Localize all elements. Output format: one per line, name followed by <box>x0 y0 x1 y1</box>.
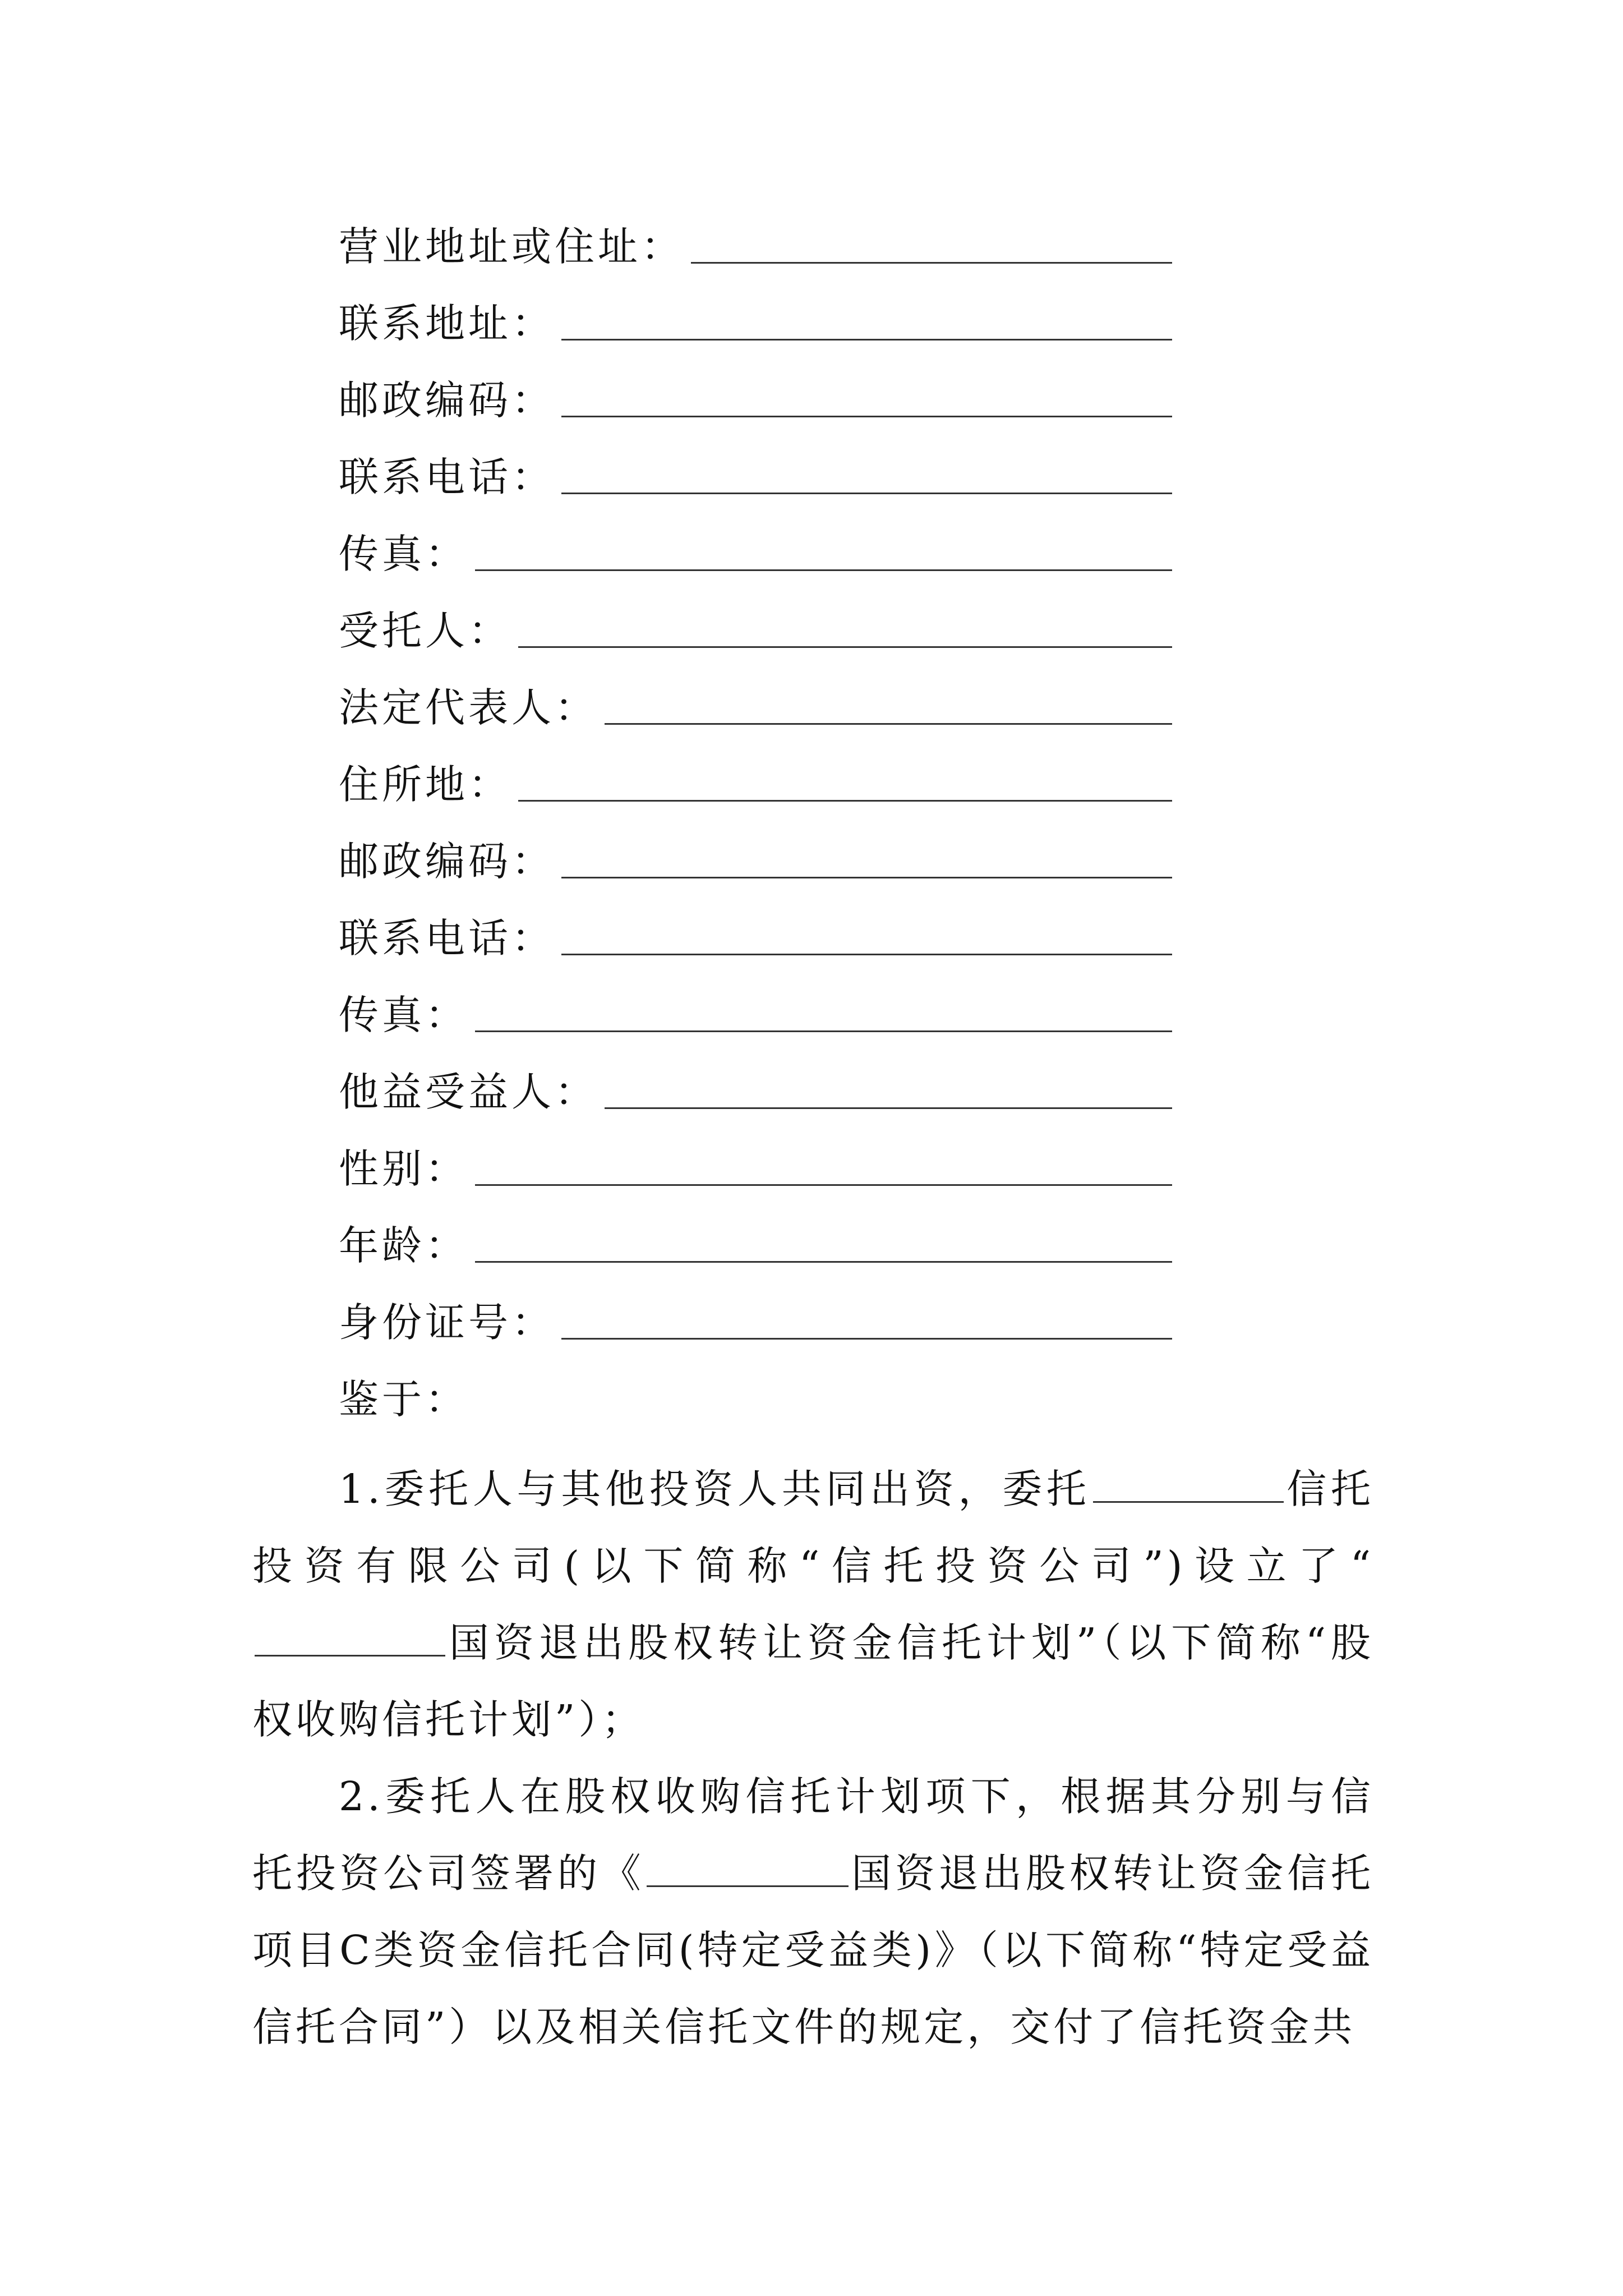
whereas-heading <box>339 1377 1172 1422</box>
field-business-address <box>339 224 1172 269</box>
blank-trust-company-name[interactable] <box>1093 1469 1284 1503</box>
field-label: 住所地： <box>339 761 512 808</box>
fill-in-line[interactable] <box>605 723 1172 725</box>
paragraph-1-text-c: 国资退出股权转让资金信托计划”（以下简称“股权收购信托计划”）； <box>252 1619 1374 1743</box>
paragraph-2-text-b: 国资退出股权转让资金信托项目C类资金信托合同(特定受益类)》（以下简称“特定受益信托合同”）以及相关信托文件的规定，交付了信托资金共 <box>252 1850 1374 2050</box>
field-label: 他益受益人： <box>339 1069 598 1115</box>
paragraph-1 <box>252 1451 1374 1758</box>
whereas-label: 鉴于： <box>339 1376 469 1423</box>
field-label: 传真： <box>339 531 469 577</box>
fill-in-line[interactable] <box>561 493 1172 494</box>
field-label: 邮政编码： <box>339 377 555 424</box>
fill-in-line[interactable] <box>561 339 1172 341</box>
blank-plan-name[interactable] <box>255 1622 445 1657</box>
field-postal-code <box>339 378 1172 423</box>
field-domicile <box>339 762 1172 807</box>
paragraph-1-text-b: 信托投资有限公司(以下简称“信托投资公司”)设立了“ <box>252 1466 1374 1589</box>
fill-in-line[interactable] <box>561 954 1172 955</box>
fill-in-line[interactable] <box>561 877 1172 878</box>
field-label: 年龄： <box>339 1222 469 1269</box>
fill-in-line[interactable] <box>475 569 1172 571</box>
field-label: 联系地址： <box>339 300 555 347</box>
field-legal-representative <box>339 685 1172 730</box>
field-contact-address <box>339 301 1172 346</box>
fill-in-line[interactable] <box>605 1107 1172 1109</box>
fill-in-line[interactable] <box>475 1184 1172 1186</box>
paragraph-2-text-a: 2.委托人在股权收购信托计划项下，根据其分别与信托投资公司签署的《 <box>252 1773 1374 1897</box>
fill-in-line[interactable] <box>691 262 1172 264</box>
fill-in-line[interactable] <box>561 416 1172 417</box>
paragraph-1-text-a: 1.委托人与其他投资人共同出资，委托 <box>339 1466 1091 1512</box>
fill-in-line[interactable] <box>475 1261 1172 1263</box>
blank-project-name[interactable] <box>647 1853 849 1887</box>
field-label: 联系电话： <box>339 915 555 961</box>
fill-in-line[interactable] <box>518 800 1172 802</box>
field-other-beneficiary <box>339 1070 1172 1115</box>
field-label: 身份证号： <box>339 1299 555 1346</box>
field-id-number <box>339 1300 1172 1345</box>
field-age <box>339 1223 1172 1268</box>
field-postal-code-2 <box>339 839 1172 884</box>
field-label: 受托人： <box>339 608 512 654</box>
field-label: 法定代表人： <box>339 684 598 731</box>
field-label: 性别： <box>339 1145 469 1192</box>
fill-in-line[interactable] <box>518 646 1172 648</box>
fill-in-line[interactable] <box>561 1338 1172 1340</box>
field-label: 邮政编码： <box>339 838 555 885</box>
field-gender <box>339 1147 1172 1191</box>
paragraph-2 <box>252 1758 1374 2065</box>
field-phone-2 <box>339 916 1172 961</box>
field-fax <box>339 532 1172 577</box>
field-fax-2 <box>339 993 1172 1038</box>
fill-in-line[interactable] <box>475 1030 1172 1032</box>
field-label: 联系电话： <box>339 454 555 500</box>
field-trustee <box>339 609 1172 654</box>
field-phone <box>339 455 1172 500</box>
field-label: 传真： <box>339 992 469 1038</box>
field-label: 营业地址或住址： <box>339 223 685 270</box>
